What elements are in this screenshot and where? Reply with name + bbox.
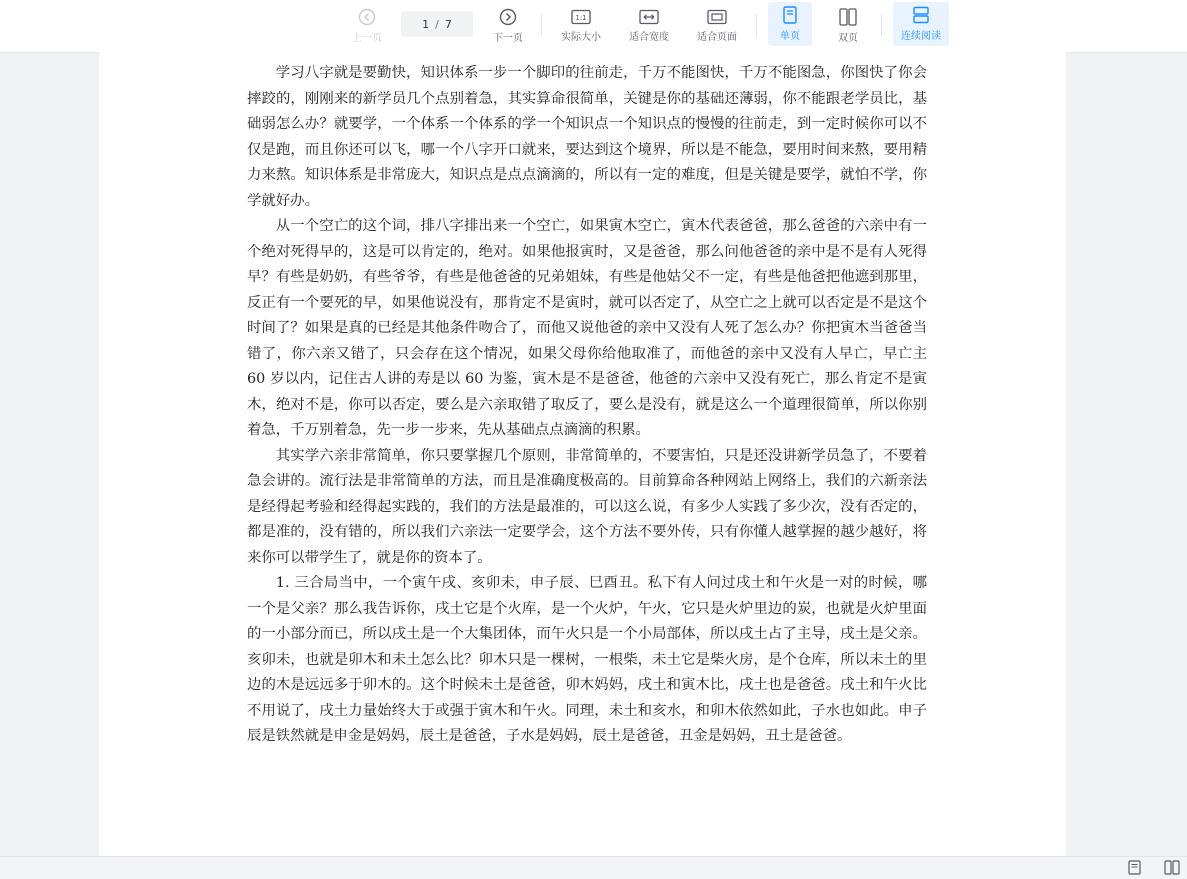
single-page-view-icon[interactable] [1128, 860, 1141, 875]
status-bar [0, 856, 1187, 879]
actual-size-label: 实际大小 [561, 32, 601, 43]
double-page-label: 双页 [838, 33, 858, 44]
actual-size-icon-text: 1:1 [575, 14, 587, 22]
toolbar-divider [881, 14, 882, 36]
continuous-reading-button[interactable] [893, 2, 949, 46]
fit-page-button[interactable] [690, 0, 744, 52]
prev-page-label: 上一页 [352, 33, 382, 44]
paragraph: 1. 三合局当中，一个寅午戌、亥卯未，申子辰、巳酉丑。私下有人问过戌土和午火是一对的时候，哪一个是父亲？那么我告诉你，戌土它是个火库，是一个火炉，午火，它只是火炉里边的炭，也就是火炉里面的一小部分而已，所以戌土是一个大集团体，而午火只是一个小局部体，所以戌土占了主导，戌土是父亲。亥卯未，也就是卯木和未土怎么比？卯木只是一棵树，一根柴，未土它是柴火房，是个仓库，所以未土的里边的木是远远多于卯木的。这个时候未土是爸爸，卯木妈妈，戌土和寅木比，戌土也是爸爸。戌土和午火比不用说了，戌土力量始终大于或强于寅木和午火。同理，未土和亥水，和卯木依然如此，子水也如此。申子辰是铁然就是申金是妈妈，辰土是爸爸，子水是妈妈，辰土是爸爸，丑金是妈妈，丑土是爸爸。 [247, 575, 927, 744]
continuous-reading-label: 连续阅读 [901, 31, 941, 42]
current-page-input[interactable]: 1 [422, 17, 430, 31]
fit-width-label: 适合宽度 [629, 32, 669, 43]
fit-page-label: 适合页面 [697, 32, 737, 43]
toolbar-divider [541, 14, 542, 36]
total-pages: 7 [444, 17, 452, 31]
paragraph: 其实学六亲非常简单，你只要掌握几个原则，非常简单的，不要害怕，只是还没讲新学员急了，不要着急会讲的。流行法是非常简单的方法，而且是准确度极高的。目前算命各种网站上网络上，我们的六新亲法是经得起考验和经得起实践的，我们的方法是最准的，可以这么说，有多少人实践了多少次，没有否定的，都是准的，没有错的，所以我们六亲法一定要学会，这个方法不要外传，只有你懂人越掌握的越少越好，将来你可以带学生了，就是你的资本了。 [247, 447, 927, 566]
circle-chevron-right-icon [499, 8, 517, 26]
page-number-field[interactable] [401, 11, 473, 37]
paragraph: 从一个空亡的这个词，排八字排出来一个空亡，如果寅木空亡，寅木代表爸爸，那么爸爸的六亲中有一个绝对死得早的，这是可以肯定的，绝对。如果他报寅时，又是爸爸，那么问他爸爸的亲中是不是有人死得早？有些是奶奶，有些爷爷，有些是他爸爸的兄弟姐妹，有些是他姑父不一定，有些是他爸把他遮到那里，反正有一个要死的早，如果他说没有，那肯定不是寅时，就可以否定了，从空亡之上就可以否定是不是这个时间了？如果是真的已经是其他条件吻合了，而他又说他爸的亲中又没有人死了怎么办？你把寅木当爸爸当错了，你六亲又错了，只会存在这个情况，如果父母你给他取准了，而他爸的亲中又没有人早亡，早亡主 60 岁以内，记住古人讲的寿是以 60 为鉴，寅木是不是爸爸，他爸的六亲中又没有死亡，那么肯定不是寅木，绝对不是，你可以否定，要么是六亲取错了取反了，要么是没有，就是这么一个道理很简单，所以你别着急，千万别着急，先一步一步来，先从基础点点滴滴的积累。 [247, 218, 927, 438]
toolbar-divider [756, 14, 757, 36]
double-page-view-icon[interactable] [1164, 860, 1180, 875]
actual-size-button[interactable] [554, 0, 608, 52]
double-page-button[interactable] [826, 0, 870, 52]
double-page-icon [839, 8, 857, 26]
circle-chevron-up-icon [358, 8, 376, 26]
fit-page-icon [707, 9, 727, 25]
document-body [247, 61, 927, 750]
continuous-scroll-icon [912, 6, 930, 24]
next-page-label: 下一页 [493, 33, 523, 44]
prev-page-button[interactable] [346, 0, 388, 52]
viewer-toolbar [0, 0, 1187, 53]
paragraph: 学习八字就是要勤快，知识体系一步一个脚印的往前走，千万不能图快，千万不能图急，你图快了你会摔跤的，刚刚来的新学员几个点别着急，其实算命很简单，关键是你的基础还薄弱，你不能跟老学员比，基础弱怎么办？就要学，一个体系一个体系的学一个知识点一个知识点的慢慢的往前走，到一定时候你可以不仅是跑，而且你还可以飞，哪一个八字开口就来，要达到这个境界，所以是不能急，要用时间来熬，要用精力来熬。知识体系是非常庞大，知识点是点点滴滴的，所以有一定的难度，但是关键是要学，就怕不学，你学就好办。 [247, 65, 927, 209]
fit-width-icon [639, 9, 659, 25]
single-page-icon [783, 6, 797, 24]
next-page-button[interactable] [487, 0, 529, 52]
page-separator: / [435, 17, 439, 31]
document-page [99, 52, 1066, 856]
single-page-label: 单页 [780, 31, 800, 42]
fit-width-button[interactable] [622, 0, 676, 52]
ratio-1-1-icon [571, 9, 591, 25]
single-page-button[interactable] [768, 2, 812, 46]
